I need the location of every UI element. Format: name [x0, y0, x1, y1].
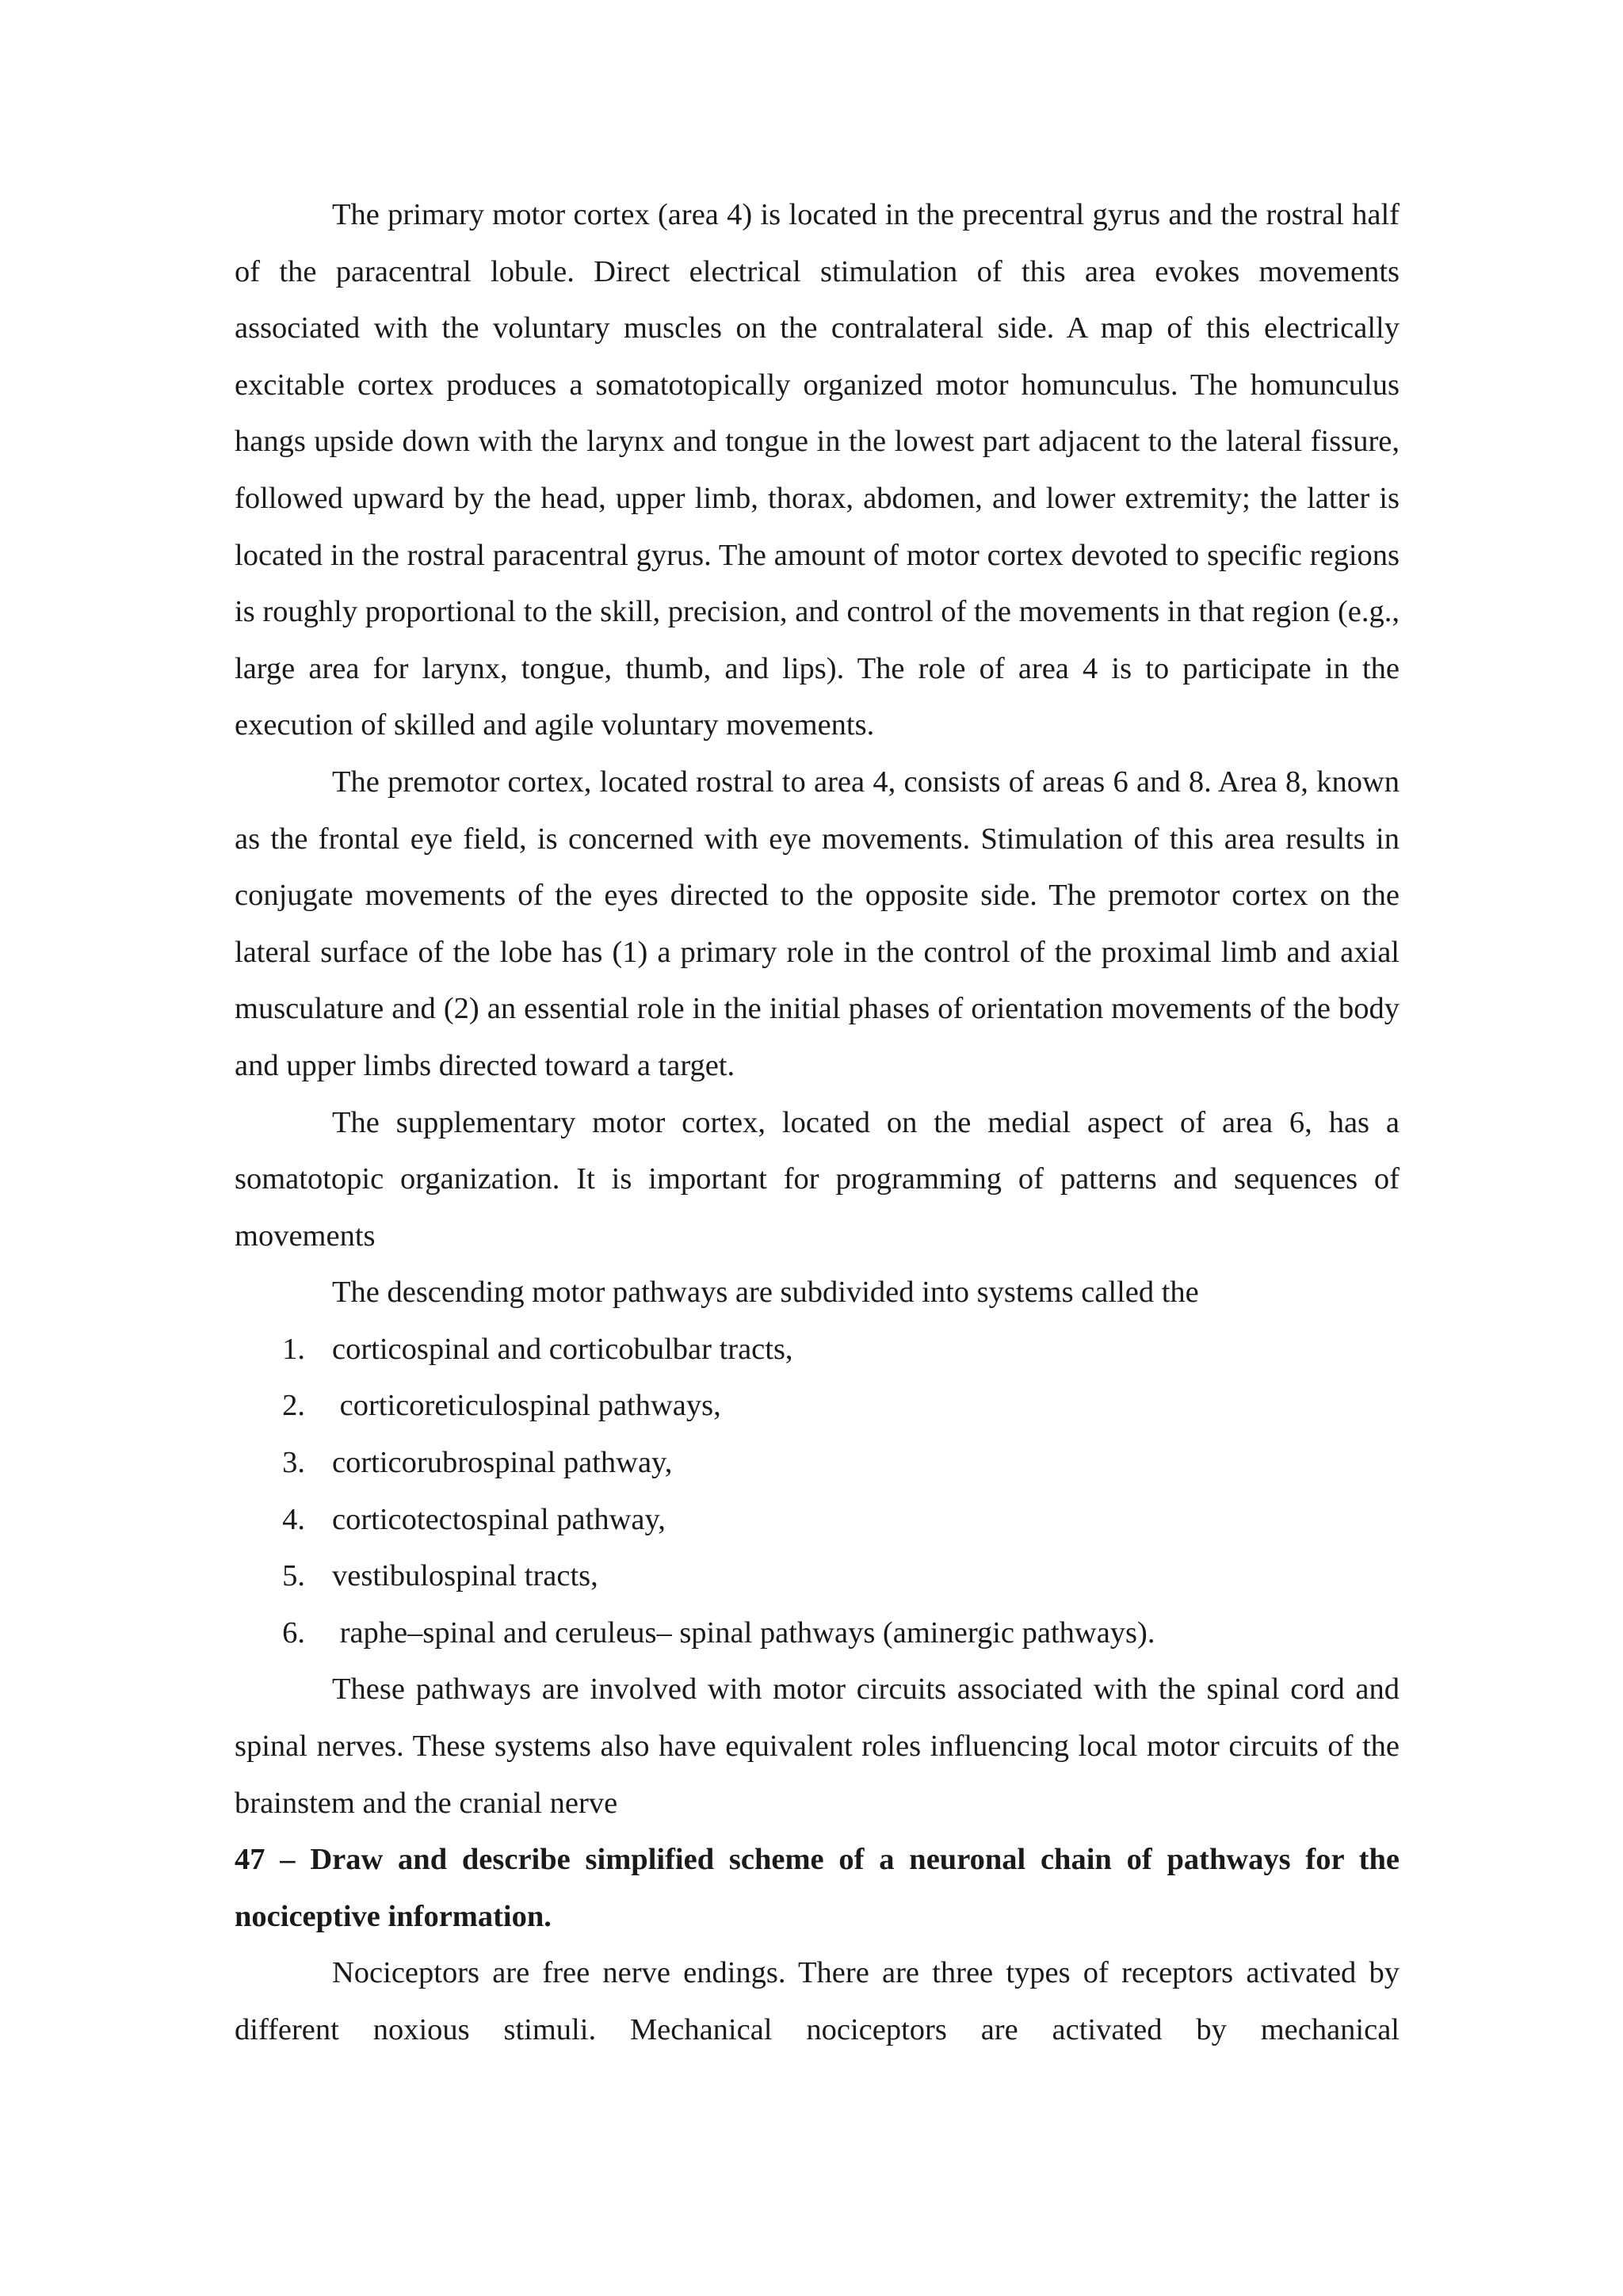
list-item: [235, 1548, 1400, 1605]
paragraph-premotor-cortex: The premotor cortex, located rostral to area 4, consists of areas 6 and 8. Area 8, known as the frontal eye field, is concerned with eye movements. Stimulation of this area results in conjugate movements of the eyes directed to the opposite side. The premotor cortex on the lateral surface of the lobe has (1) a primary role in the control of the proximal limb and axial musculature and (2) an essential role in the initial phases of orientation movements of the body and upper limbs directed toward a target.: [235, 765, 1400, 1082]
paragraph-supplementary-motor-cortex: The supplementary motor cortex, located on the medial aspect of area 6, has a somatotopic organization. It is important for programming of patterns and sequences of movements: [235, 1105, 1400, 1253]
list-text: corticoreticulospinal pathways,: [332, 1389, 721, 1423]
paragraph-primary-motor-cortex: The primary motor cortex (area 4) is located in the precentral gyrus and the rostral half of the paracentral lobule. Direct electrical stimulation of this area evokes movements associated with the voluntary muscles on the contralateral side. A map of this electrically excitable cortex produces a somatotopically organized motor homunculus. The homunculus hangs upside down with the larynx and tongue in the lowest part adjacent to the lateral fissure, followed upward by the head, upper limb, thorax, abdomen, and lower extremity; the latter is located in the rostral paracentral gyrus. The amount of motor cortex devoted to specific regions is roughly proportional to the skill, precision, and control of the movements in that region (e.g., large area for larynx, tongue, thumb, and lips). The role of area 4 is to participate in the execution of skilled and agile voluntary movements.: [235, 198, 1400, 742]
pathway-list: [235, 1322, 1400, 1662]
list-number: 5.: [282, 1559, 305, 1593]
list-text: raphe–spinal and ceruleus– spinal pathways (aminergic pathways).: [332, 1615, 1155, 1650]
list-item: [235, 1605, 1400, 1662]
list-item: [235, 1435, 1400, 1492]
list-number: 6.: [282, 1615, 305, 1650]
paragraph-descending-pathways-intro: The descending motor pathways are subdivided into systems called the: [332, 1276, 1199, 1310]
document-page: [235, 187, 1400, 2059]
list-item: [235, 1322, 1400, 1379]
list-item: [235, 1492, 1400, 1549]
list-number: 2.: [282, 1389, 305, 1423]
list-text: corticospinal and corticobulbar tracts,: [332, 1332, 793, 1366]
question-heading: 47 – Draw and describe simplified scheme of a neuronal chain of pathways for the nociceptive information.: [235, 1843, 1400, 1933]
list-text: corticotectospinal pathway,: [332, 1502, 666, 1536]
list-number: 4.: [282, 1502, 305, 1536]
list-number: 1.: [282, 1332, 305, 1366]
paragraph-pathways-role: These pathways are involved with motor circuits associated with the spinal cord and spinal nerves. These systems also have equivalent roles influencing local motor circuits of the brainstem and the cranial nerve: [235, 1672, 1400, 1820]
list-text: corticorubrospinal pathway,: [332, 1446, 673, 1480]
list-item: [235, 1378, 1400, 1435]
list-text: vestibulospinal tracts,: [332, 1559, 598, 1593]
paragraph-nociceptors: Nociceptors are free nerve endings. There are three types of receptors activated by different noxious stimuli. Mechanical nociceptors are activated by mechanical: [235, 1956, 1400, 2046]
list-number: 3.: [282, 1446, 305, 1480]
